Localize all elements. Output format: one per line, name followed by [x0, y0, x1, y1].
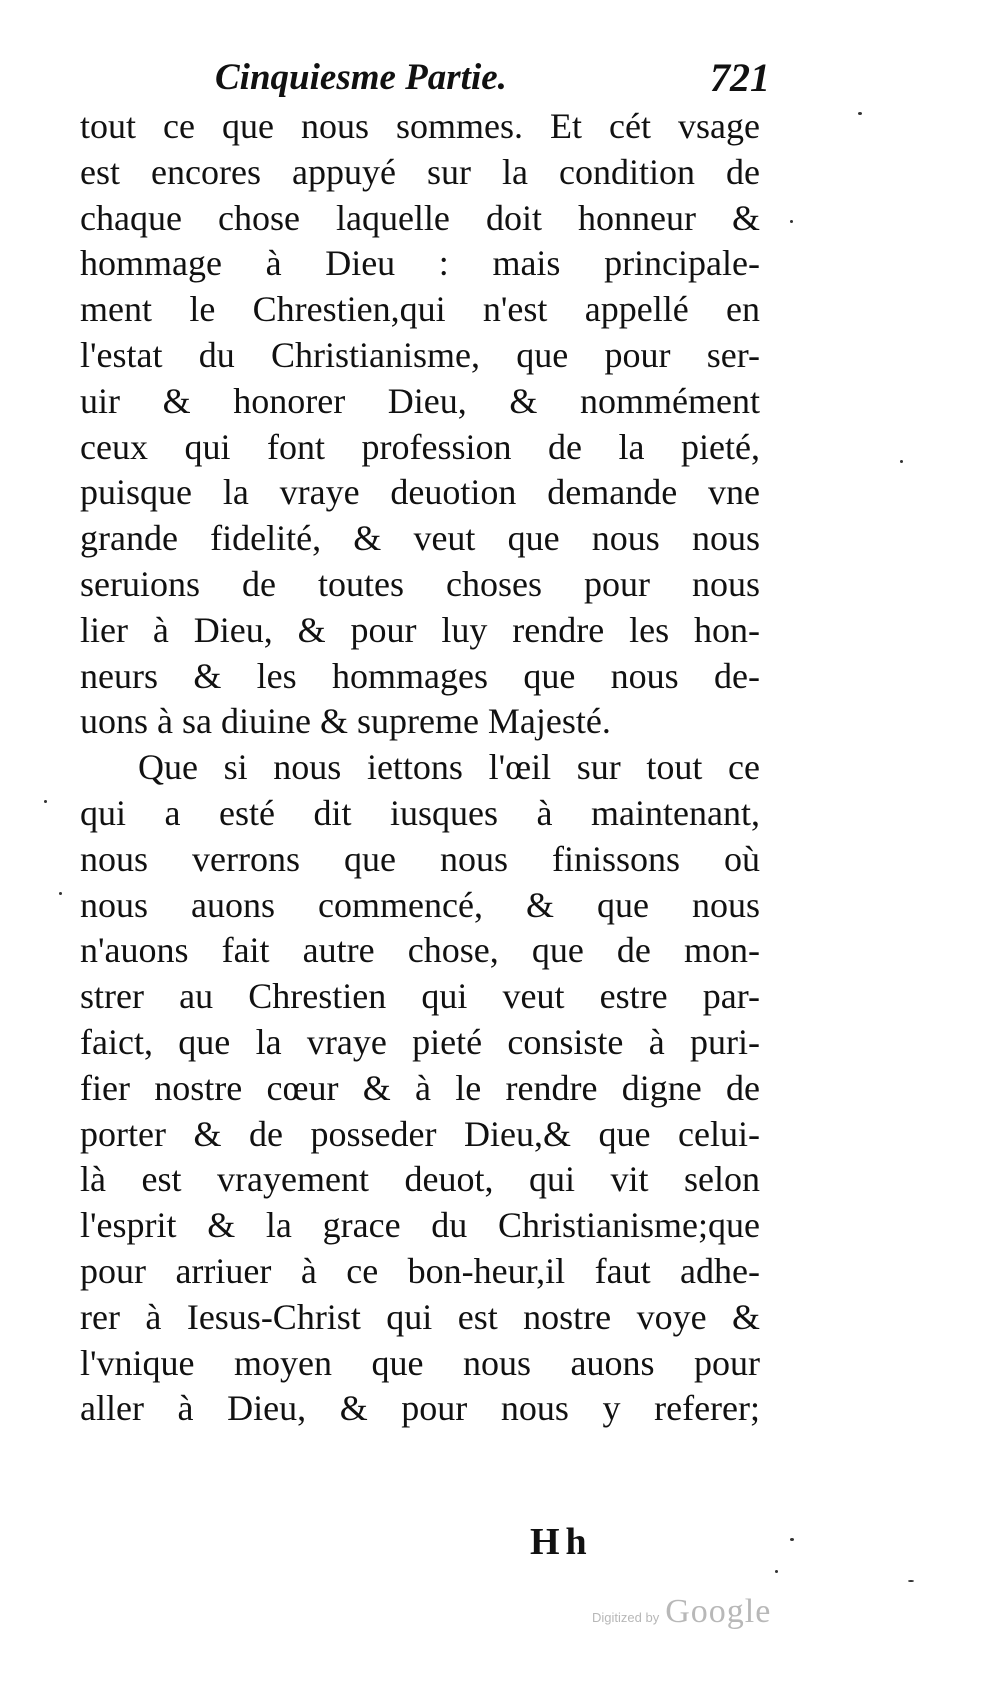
digitized-watermark [592, 1593, 802, 1643]
scan-speck [44, 800, 47, 803]
text-line: hommage à Dieu : mais principale- [80, 243, 760, 284]
text-line: strer au Chrestien qui veut estre par- [80, 976, 760, 1017]
text-line: seruions de toutes choses pour nous [80, 563, 760, 604]
text-line: uons à sa diuine & supreme Majesté. [80, 701, 611, 742]
text-line: faict, que la vraye pieté consiste à puri- [80, 1021, 760, 1062]
scan-speck [59, 892, 62, 895]
text-line: l'estat du Christianisme, que pour ser- [80, 334, 760, 375]
scan-speck [858, 112, 862, 115]
text-line: puisque la vraye deuotion demande vne [80, 472, 760, 513]
text-line: fier nostre cœur & à le rendre digne de [80, 1067, 760, 1108]
watermark-brand: Google [665, 1593, 772, 1630]
text-line: porter & de posseder Dieu,& que celui- [80, 1113, 760, 1154]
text-line: tout ce que nous sommes. Et cét vsage [80, 106, 760, 146]
text-line: rer à Iesus-Christ qui est nostre voye & [80, 1296, 760, 1337]
page-header [215, 50, 770, 106]
text-line: neurs & les hommages que nous de- [80, 655, 760, 696]
body-text [80, 104, 760, 1432]
text-line: l'vnique moyen que nous auons pour [80, 1342, 760, 1383]
text-line: nous auons commencé, & que nous [80, 884, 760, 925]
text-line: aller à Dieu, & pour nous y referer; [80, 1388, 760, 1429]
scan-speck [775, 1570, 778, 1573]
scan-speck [790, 220, 793, 223]
text-line: chaque chose laquelle doit honneur & [80, 197, 760, 238]
signature-mark: Hh [530, 1521, 593, 1563]
scan-speck [790, 1538, 794, 1541]
text-line: lier à Dieu, & pour luy rendre les hon- [80, 609, 760, 650]
text-line: l'esprit & la grace du Christianisme;que [80, 1205, 760, 1246]
text-line: uir & honorer Dieu, & nommément [80, 380, 760, 421]
text-line: pour arriuer à ce bon-heur,il faut adhe- [80, 1250, 760, 1291]
scan-speck [900, 460, 903, 463]
text-line: ment le Chrestien,qui n'est appellé en [80, 289, 760, 330]
text-line: n'auons fait autre chose, que de mon- [80, 930, 760, 971]
text-line: ceux qui font profession de la pieté, [80, 426, 760, 467]
watermark-prefix: Digitized by [592, 1610, 660, 1625]
text-line: là est vrayement deuot, qui vit selon [80, 1159, 760, 1200]
running-title: Cinquiesme Partie. [215, 57, 507, 98]
text-line: nous verrons que nous finissons où [80, 838, 760, 879]
page-number: 721 [710, 55, 770, 100]
text-line: est encores appuyé sur la condition de [80, 151, 760, 192]
text-line: grande fidelité, & veut que nous nous [80, 518, 760, 559]
scan-speck [908, 1580, 914, 1582]
text-line: Que si nous iettons l'œil sur tout ce [138, 747, 760, 788]
text-line: qui a esté dit iusques à maintenant, [80, 792, 760, 833]
